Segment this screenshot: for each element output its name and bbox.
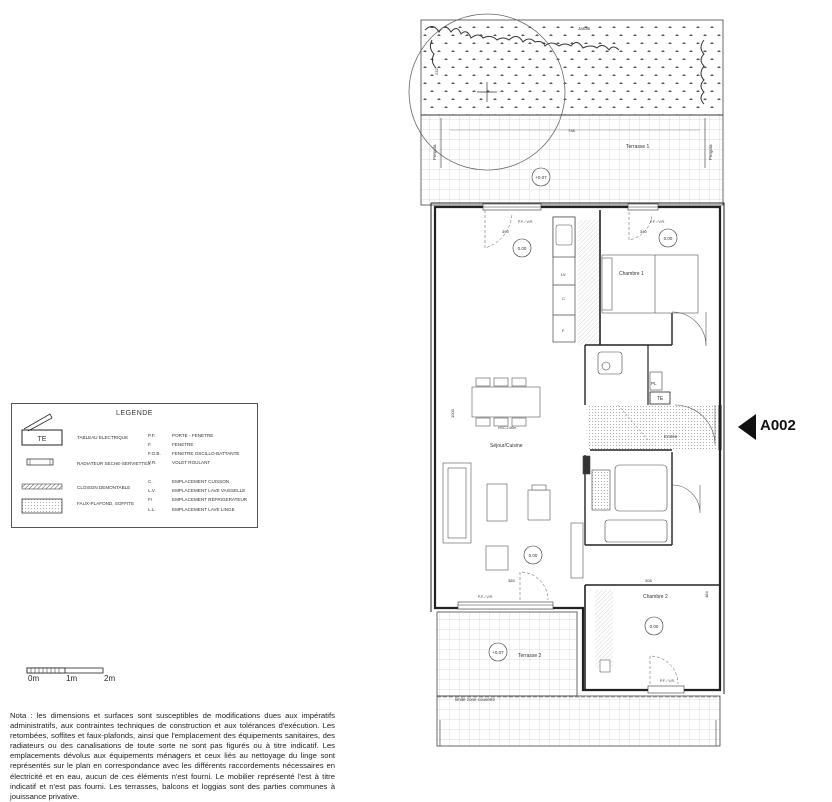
- pf-vr-label-2: P.F. / V.R.: [650, 220, 665, 224]
- dim-1000: 1000: [450, 409, 455, 418]
- chambre-1-label: Chambre 1: [619, 271, 644, 277]
- bed-chambre-1: [602, 255, 698, 313]
- c-label: C: [562, 296, 565, 301]
- electrical-panel: [650, 392, 670, 404]
- svg-text:+0.07: +0.07: [535, 175, 547, 180]
- legend-code-text: EMPLACEMENT LAVE LINGE: [172, 507, 235, 512]
- pf-vr-label-3: P.F. / V.R.: [478, 595, 493, 599]
- pl-label: PL: [651, 381, 657, 386]
- legend-code: L.L.: [148, 507, 156, 512]
- svg-text:TE: TE: [37, 436, 47, 443]
- limite-label: limite zone couverte: [455, 697, 496, 702]
- legend-item: RADIATEUR SECHE-SERVIETTES: [77, 461, 151, 466]
- svg-text:0.00: 0.00: [517, 246, 527, 251]
- legend-code: Fr: [148, 497, 153, 502]
- dim-484: 484: [704, 591, 709, 598]
- legend-code-text: EMPLACEMENT REFRIGERATEUR: [172, 497, 248, 502]
- legend-code: L.V.: [148, 488, 156, 493]
- tv-unit: [571, 523, 583, 578]
- hsp-label: HSO 2.60m: [498, 426, 517, 430]
- dining-table: [472, 378, 540, 426]
- legend-code-text: PORTE - FENETRE: [172, 433, 214, 438]
- svg-text:0.00: 0.00: [649, 624, 659, 629]
- scale-label-2: 2m: [104, 674, 116, 683]
- bathroom: [583, 456, 667, 542]
- placard-chambre-1: [578, 220, 600, 345]
- pergola-right-label: Pergola: [708, 144, 713, 160]
- level-marker-sejour-2: [524, 546, 542, 564]
- pf-vr-label-4: P.F. / V.R.: [660, 679, 675, 683]
- pergola-left-label: Pergola: [432, 144, 437, 160]
- terrace-1-label: Terrasse 1: [626, 144, 650, 150]
- legend-item: TABLEAU ELECTRIQUE: [77, 435, 129, 440]
- legend-code: V.R.: [148, 460, 157, 465]
- level-marker-chambre-2: [645, 617, 663, 635]
- lv-label: LV: [561, 272, 566, 277]
- svg-text:0.00: 0.00: [528, 553, 538, 558]
- legend-title: LEGENDE: [116, 410, 153, 417]
- lot-reference-arrow: [738, 414, 756, 440]
- dim-385: 385: [508, 578, 515, 583]
- scale-label-1: 1m: [66, 674, 78, 683]
- legend-item: CLOISON DEMONTABLE: [77, 485, 131, 490]
- disclaimer-note: Nota : les dimensions et surfaces sont susceptibles de modifications dues aux impératifs administratifs, aux contraintes techniques de construction et aux tolérances d'exécution. Les retombées, soffites et faux-plafonds, ainsi que l'emplacement des équipements sanitaires, des radiateurs ou des canalisations de toute sorte ne sont pas figurés ou à titre indicatif. Les emplacements dévolus aux équipements ménagers et ceux liés au nettoyage du linge sont représentés sur le plan en correspondance avec les différents raccordements nécessaires en électricité et en eau, aucun de ces éléments n'est fourni. Le mobilier représenté l'est à titre indicatif et n'est pas fourni. Les terrasses, balcons et loggias sont des parties communes à jouissance privative.: [10, 711, 335, 801]
- legend-code-text: FENETRE: [172, 442, 194, 447]
- level-marker-chambre-1: [659, 229, 677, 247]
- legend-code: C.: [148, 479, 153, 484]
- dim-232: 232: [434, 68, 439, 75]
- lot-reference: A002: [760, 417, 796, 434]
- entry-floor: [588, 405, 718, 450]
- sejour-label: Séjour/Cuisine: [490, 443, 523, 449]
- radiator-chambre-2: [600, 660, 610, 672]
- legend-code-text: FENETRE OSCILLO-BATTANTE: [172, 451, 240, 456]
- svg-text:+0.07: +0.07: [492, 650, 504, 655]
- scale-bar: [27, 668, 103, 673]
- svg-text:0.00: 0.00: [663, 236, 673, 241]
- svg-text:TE: TE: [656, 396, 664, 402]
- legend-item: FAUX-PLAFOND, SOFFITE: [77, 501, 135, 506]
- dim-393: 393: [502, 229, 509, 234]
- level-marker-sejour: [513, 239, 531, 257]
- legend-code: F.O.B.: [148, 451, 161, 456]
- legend-code: P.F.: [148, 433, 156, 438]
- terrace-2-label: Terrasse 2: [518, 653, 542, 659]
- dim-308: 308: [645, 578, 652, 583]
- bathroom-door: [672, 485, 700, 513]
- pf-vr-label-1: P.F. / V.R.: [518, 220, 533, 224]
- legend-code: F.: [148, 442, 152, 447]
- legend-box: [11, 403, 258, 528]
- legend-code-text: VOLET ROULANT: [172, 460, 211, 465]
- f-label: F: [562, 328, 565, 333]
- kitchen-counter: [553, 217, 575, 342]
- door-chambre-1: [672, 312, 706, 346]
- legend-code-text: EMPLACEMENT LAVE VAISSELLE: [172, 488, 246, 493]
- garden-label: Jardin: [578, 26, 591, 31]
- scale-label-0: 0m: [28, 674, 40, 683]
- level-marker-terrace-2: [489, 643, 507, 661]
- dim-340: 340: [640, 229, 647, 234]
- chambre-2-label: Chambre 2: [643, 594, 668, 600]
- entree-label: Entrée: [664, 434, 678, 439]
- dim-738: 738: [568, 128, 575, 133]
- placard-chambre-2: [595, 590, 613, 668]
- sofa: [443, 463, 471, 543]
- legend-code-text: EMPLACEMENT CUISSON: [172, 479, 230, 484]
- level-marker-terrace-1: [532, 168, 550, 186]
